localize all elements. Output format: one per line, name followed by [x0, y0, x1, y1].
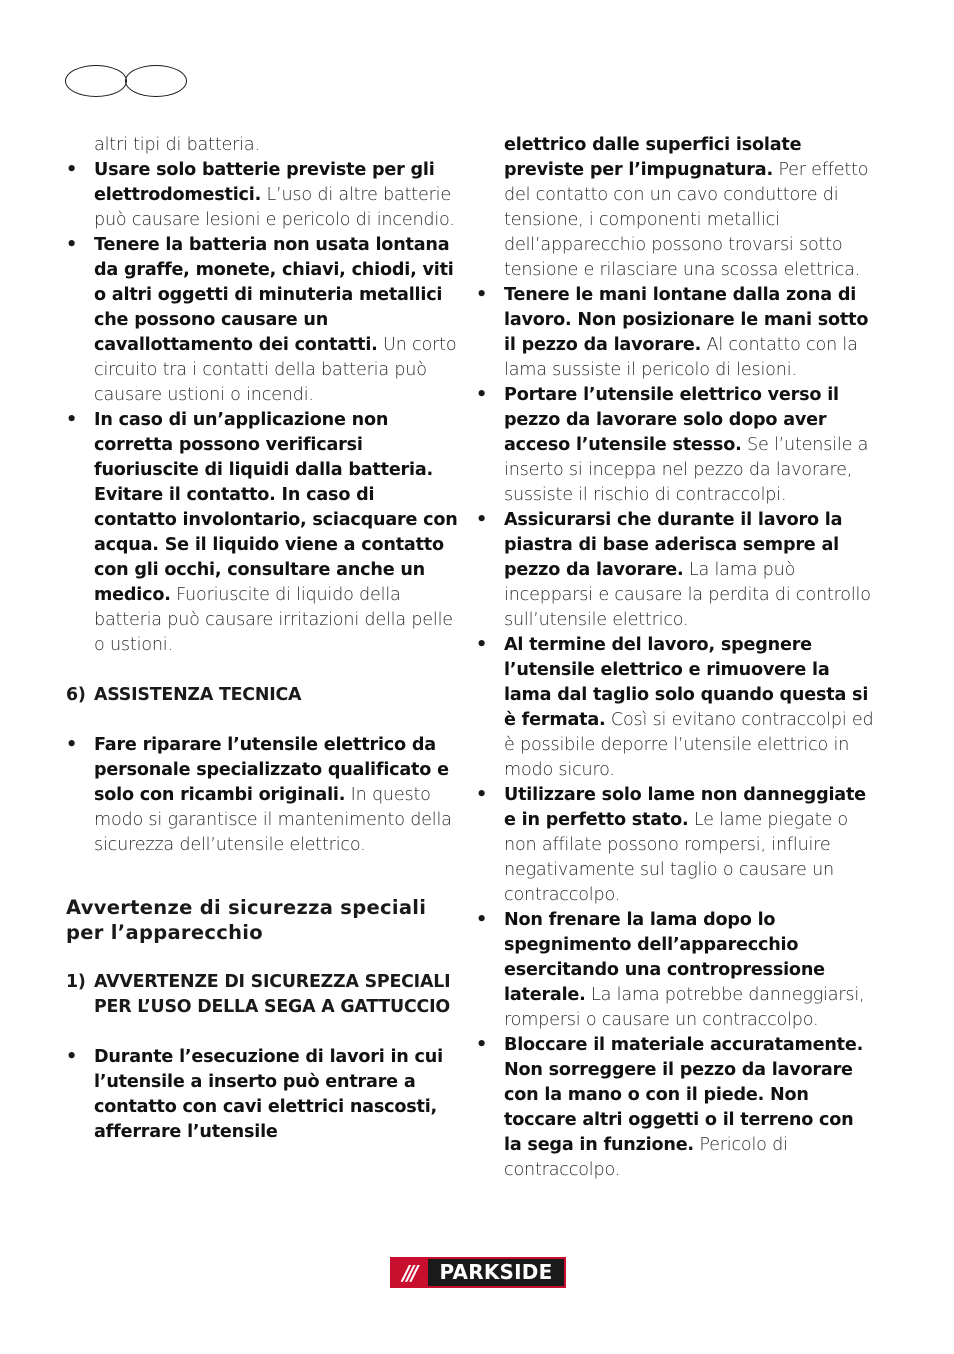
bullet-item: [66, 408, 460, 658]
bullet-item: [476, 908, 876, 1033]
right-column: [476, 133, 876, 1183]
continuation-bold: elettrico dalle superfici isolate previste per l’impugnatura.: [504, 135, 802, 180]
continuation-text: altri tipi di batteria.: [94, 135, 260, 155]
parkside-logo: [390, 1257, 566, 1288]
bullet-bold: In caso di un’applicazione non corretta possono verificarsi fuoriuscite di liquidi dalla batteria. Evitare il contatto. In caso di contatto involontario, sciacquare con acqua. Se il liquido viene a contatto con gli occhi, consultare anche un medico.: [94, 410, 458, 605]
bullet-bold: Bloccare il materiale accuratamente. Non sorreggere il pezzo da lavorare con la mano o con il piede. Non toccare altri oggetti o il terreno con la sega in funzione.: [504, 1035, 864, 1155]
language-badge: [65, 65, 187, 99]
logo-wordmark: PARKSIDE: [428, 1259, 564, 1286]
bullet-bold: Assicurarsi che durante il lavoro la piastra di base aderisca sempre al pezzo da lavorare.: [504, 510, 843, 580]
bullet-text: Fuoriuscite di liquido della batteria può causare irritazioni della pelle o ustioni.: [94, 585, 453, 655]
page-heading: Avvertenze di sicurezza speciali per l’apparecchio: [66, 896, 427, 944]
bullet-text: La lama può incepparsi e causare la perdita di controllo sull’utensile elettrico.: [504, 560, 871, 630]
bullet-bold: Al termine del lavoro, spegnere l’utensile elettrico e rimuovere la lama dal taglio solo quando questa si è fermata.: [504, 635, 869, 730]
left-column: [66, 133, 460, 1145]
section-label: AVVERTENZE DI SICUREZZA SPECIALI PER L’USO DELLA SEGA A GATTUCCIO: [94, 972, 451, 1017]
section-number: 1): [66, 972, 86, 992]
bullet-text: Le lame piegate o non affilate possono rompersi, influire negativamente sul taglio o causare un contraccolpo.: [504, 810, 848, 905]
bullet-bold: Tenere le mani lontane dalla zona di lavoro. Non posizionare le mani sotto il pezzo da lavorare.: [504, 285, 869, 355]
logo-slashes: ///: [402, 1260, 416, 1285]
section-label: ASSISTENZA TECNICA: [94, 685, 302, 705]
bullet-text: In questo modo si garantisce il mantenimento della sicurezza dell’utensile elettrico.: [94, 785, 452, 855]
bullet-item: [66, 733, 460, 858]
bullet-item: [476, 1033, 876, 1183]
section-title: [66, 683, 460, 708]
bullet-bold: Fare riparare l’utensile elettrico da personale specializzato qualificato e solo con ricambi originali.: [94, 735, 449, 805]
continuation-text: Per effetto del contatto con un cavo conduttore di tensione, i componenti metallici dell’apparecchio possono trovarsi sotto tensione e rilasciare una scossa elettrica.: [504, 160, 869, 280]
bullet-text: Al contatto con la lama sussiste il pericolo di lesioni.: [504, 335, 858, 380]
bullet-item: [476, 783, 876, 908]
language-oval-left: [65, 65, 127, 97]
bullet-item: [476, 508, 876, 633]
bullet-item: [476, 633, 876, 783]
section-number: 6): [66, 685, 86, 705]
bullet-bold: Portare l’utensile elettrico verso il pezzo da lavorare solo dopo aver acceso l’utensile stesso.: [504, 385, 839, 455]
bullet-item: [66, 233, 460, 408]
bullet-text: Pericolo di contraccolpo.: [504, 1135, 788, 1180]
bullet-bold: Durante l’esecuzione di lavori in cui l’utensile a inserto può entrare a contatto con cavi elettrici nascosti, afferrare l’utensile: [94, 1047, 443, 1142]
bullet-item: [66, 158, 460, 233]
bullet-item: [476, 383, 876, 508]
bullet-item: [66, 1045, 460, 1145]
continuation-block: [476, 133, 876, 283]
language-oval-right: [125, 65, 187, 97]
bullet-bold: Non frenare la lama dopo lo spegnimento dell’apparecchio esercitando una contropressione laterale.: [504, 910, 825, 1005]
bullet-text: L’uso di altre batterie può causare lesioni e pericolo di incendio.: [94, 185, 455, 230]
bullet-bold: Utilizzare solo lame non danneggiate e in perfetto stato.: [504, 785, 866, 830]
section-title: [66, 970, 460, 1020]
bullet-item: [476, 283, 876, 383]
bullet-text: La lama potrebbe danneggiarsi, rompersi o causare un contraccolpo.: [504, 985, 865, 1030]
bullet-text: Un corto circuito tra i contatti della batteria può causare ustioni o incendi.: [94, 335, 457, 405]
bullet-text: Così si evitano contraccolpi ed è possibile deporre l’utensile elettrico in modo sicuro.: [504, 710, 874, 780]
bullet-text: Se l’utensile a inserto si inceppa nel pezzo da lavorare, sussiste il rischio di contraccolpi.: [504, 435, 869, 505]
bullet-bold: Usare solo batterie previste per gli elettrodomestici.: [94, 160, 435, 205]
bullet-bold: Tenere la batteria non usata lontana da graffe, monete, chiavi, chiodi, viti o altri oggetti di minuteria metallici che possono causare un cavallottamento dei contatti.: [94, 235, 454, 355]
